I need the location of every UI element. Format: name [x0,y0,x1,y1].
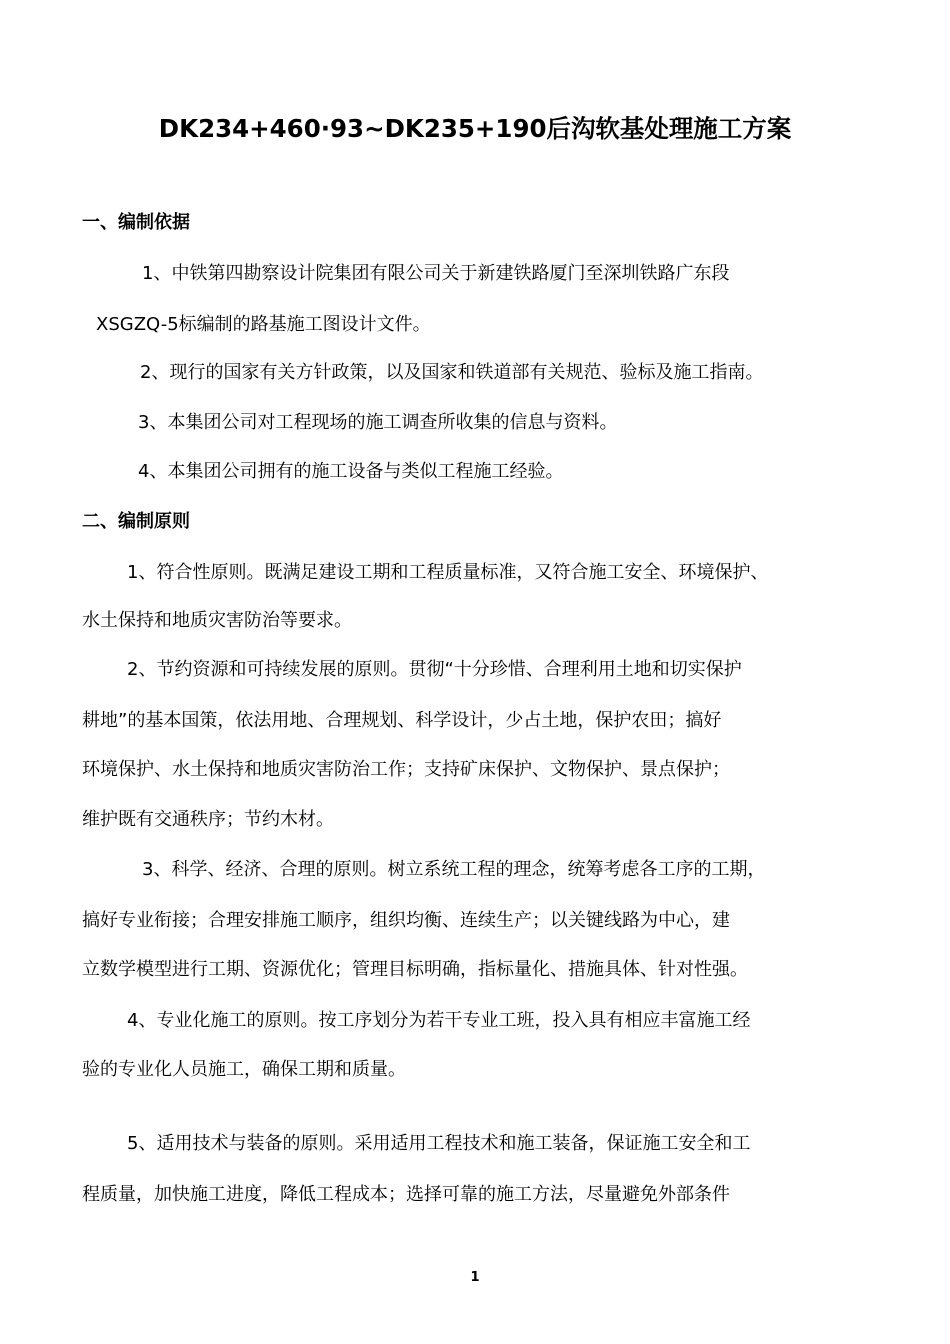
paragraph-line: 4、本集团公司拥有的施工设备与类似工程施工经验。 [138,461,564,482]
paragraph-line: 2、节约资源和可持续发展的原则。贯彻“十分珍惜、合理利用土地和切实保护 [127,659,742,680]
paragraph-line: 立数学模型进行工期、资源优化；管理目标明确，指标量化、措施具体、针对性强。 [82,959,748,980]
page-number: 1 [470,1270,480,1285]
section-heading-principles: 二、编制原则 [82,511,190,532]
paragraph-line: 耕地”的基本国策，依法用地、合理规划、科学设计，少占土地，保护农田；搞好 [82,710,722,731]
paragraph-line: 维护既有交通秩序；节约木材。 [82,809,334,830]
paragraph-line: 水土保持和地质灾害防治等要求。 [82,610,352,631]
paragraph-line: 4、专业化施工的原则。按工序划分为若干专业工班，投入具有相应丰富施工经 [127,1010,751,1031]
paragraph-line: 5、适用技术与装备的原则。采用适用工程技术和施工装备，保证施工安全和工 [127,1133,751,1154]
paragraph-line: 3、科学、经济、合理的原则。树立系统工程的理念，统筹考虑各工序的工期， [142,859,766,880]
section-heading-basis: 一、编制依据 [82,212,190,233]
paragraph-line: 1、中铁第四勘察设计院集团有限公司关于新建铁路厦门至深圳铁路广东段 [142,263,730,284]
paragraph-line: XSGZQ-5标编制的路基施工图设计文件。 [96,314,431,335]
paragraph-line: 2、现行的国家有关方针政策，以及国家和铁道部有关规范、验标及施工指南。 [140,362,764,383]
paragraph-line: 3、本集团公司对工程现场的施工调查所收集的信息与资料。 [138,412,618,433]
paragraph-line: 搞好专业衔接；合理安排施工顺序，组织均衡、连续生产；以关键线路为中心，建 [82,910,730,931]
document-title: DK234+460·93~DK235+190后沟软基处理施工方案 [158,114,792,143]
paragraph-line: 验的专业化人员施工，确保工期和质量。 [82,1059,406,1080]
paragraph-line: 环境保护、水土保持和地质灾害防治工作；支持矿床保护、文物保护、景点保护； [82,759,730,780]
paragraph-line: 1、符合性原则。既满足建设工期和工程质量标准，又符合施工安全、环境保护、 [127,562,769,583]
paragraph-line: 程质量，加快施工进度，降低工程成本；选择可靠的施工方法，尽量避免外部条件 [82,1184,730,1205]
